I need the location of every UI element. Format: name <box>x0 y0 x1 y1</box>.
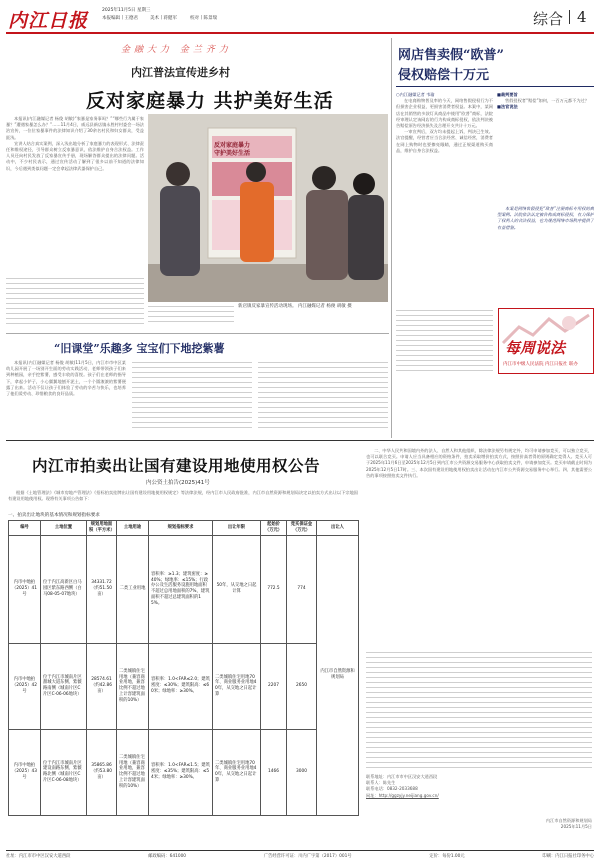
weekly-box <box>498 308 594 374</box>
shop-story-byline: ○内江融媒记者 韦瑜 <box>396 92 435 97</box>
cell-term: 二类城镇住宅用地70年、商业服务业用地40年，从交地之日起计算 <box>213 729 261 815</box>
law-story-photo-art <box>148 114 388 302</box>
shop-story-body2: 一审宣判后，双方均未提起上诉，判决已生效。法官提醒，经营者应当合法经营、诚信经营，消费者在网上购物时也要擦亮眼睛，通过正规渠道购买商品，维护自身合法权益。 <box>396 129 493 153</box>
col-header: 竞买保证金（万元） <box>287 521 317 536</box>
shop-story-headline: 侵权赔偿十万元 <box>398 68 490 83</box>
shop-story-quote <box>497 206 594 306</box>
law-story-text <box>6 116 144 274</box>
shop-story-col1 <box>396 92 493 306</box>
law-story-caption: 新店镇反家暴宣传活动现场。 内江融媒记者 杨俊 胡敏 摄 <box>238 304 352 309</box>
table-row <box>9 643 359 729</box>
school-story <box>6 336 388 436</box>
shop-story-col1-more <box>396 308 493 374</box>
cell-deposit: 2650 <box>287 643 317 729</box>
contact-phone: 联系电话：0832-2033688 <box>366 786 418 792</box>
col-header: 规划用地面积（平方米） <box>87 521 117 536</box>
cell-grantor: 内江市自然资源和规划局 <box>317 535 359 815</box>
announcement-table-title: 一、拍卖出让地块的基本情况和规划指标要求 <box>8 513 100 518</box>
law-story-col2 <box>148 304 234 326</box>
contact-website[interactable]: 网址：http://ggzyjy.neijiang.gov.cn/ <box>366 792 439 798</box>
school-story-col2 <box>132 360 252 432</box>
masthead-link-art[interactable]: 美术丨蒋健军 <box>150 16 177 21</box>
sign-date: 2025年11月5日 <box>560 824 592 830</box>
contact-person: 联系人：陈先生 <box>366 780 396 786</box>
announcement-table-wrap <box>8 520 358 816</box>
footer-postcode: 邮政编码：641000 <box>148 854 187 859</box>
announcement-sign <box>476 818 592 830</box>
poster-line-2: 守护美好生活 <box>214 150 251 157</box>
cell-deposit: 774 <box>287 535 317 643</box>
cell-id: 内市中地拍（2025）42号 <box>9 643 41 729</box>
cell-location: 位于内江市城南片区甜城大道东侧、紫薇路南侧（城南片区C片区C-06-06地块） <box>41 643 87 729</box>
footer-rule <box>6 850 594 851</box>
announcement-intro-text: 根据《土地管理法》《城市房地产管理法》《招标拍卖挂牌出让国有建设用地使用权规定》等法律法规，经内江市人民政府批准，内江市自然资源和规划局决定以拍卖方式出让以下宗地国有建设用地使用权。现将有关事项公告如下： <box>8 490 358 502</box>
footer-printer: 印刷：内江日报社印务中心 <box>542 854 594 859</box>
announcement-right-col-more <box>366 650 592 770</box>
cell-start-price: 2207 <box>261 643 287 729</box>
shop-subhead-2: ■法官说法 <box>497 104 518 110</box>
column-divider <box>391 38 392 438</box>
col-header: 出让年限 <box>213 521 261 536</box>
law-story-banner: 金融大力 金兰齐力 <box>121 45 232 55</box>
shop-subhead-tip: 售假侵权者“赔偿”如何，一百万元都不为过？ <box>505 98 589 104</box>
cell-area: 28574.61（约42.86亩） <box>87 643 117 729</box>
announcement-top-rule <box>6 440 594 441</box>
footer-price: 定价：每份1.00元 <box>429 854 465 859</box>
school-story-rule <box>6 333 389 334</box>
cell-use: 二类城镇住宅用地（兼容商业用地，兼容比例不超过地上计容建筑面积的10%） <box>117 729 149 815</box>
masthead-link-editor[interactable]: 本报编辑丨王德君 <box>102 16 138 21</box>
school-story-headline: “旧课堂”乐趣多 宝宝们下地挖紫薯 <box>54 342 225 355</box>
masthead-rule <box>6 32 594 34</box>
masthead-link-proof[interactable]: 校对丨陈景瑞 <box>190 16 217 21</box>
shop-subhead-1: ■裁判要旨 <box>497 92 518 97</box>
cell-requirements: 容积率：1.0<FAR≤1.5；建筑密度：≤35%；建筑限高：≤54米；绿地率：≥30%。 <box>149 729 213 815</box>
cell-term: 50年，从交地之日起计算 <box>213 535 261 643</box>
page-number: 4 <box>577 8 587 26</box>
law-story-photo <box>148 114 388 302</box>
law-story-lead: 本报讯(内江融媒记者 杨俊 胡敏)“家暴是家务事吗？”“哪些行为属于家暴？”遭遇家暴怎么办？”……11月4日，威远县新店镇永胜村村委会一场法治宣传，一位位家暴事件的法律知识介绍了30余名村民和妇女群众，受益匪浅。 <box>6 116 144 140</box>
footer-license: 广告经营许可证：川内广字第（2017）001号 <box>263 854 352 859</box>
announcement-right-col <box>366 448 592 648</box>
col-header: 土地用途 <box>117 521 149 536</box>
school-story-col1 <box>6 360 126 432</box>
cell-use: 二类城镇住宅用地（兼容商业用地，兼容比例不超过地上计容建筑面积的10%） <box>117 643 149 729</box>
newspaper-logo: 内江日报 <box>8 10 89 32</box>
footer <box>6 853 594 863</box>
school-story-col3 <box>258 360 388 432</box>
law-story-text-more <box>6 276 144 324</box>
announcement <box>6 444 594 848</box>
shop-story-quote-text: 本案是网络售假侵犯“欧普”注册商标专用权的典型案例。法院依法认定被告构成商标侵权，有力保护了权利人的合法权益，也为规范网络市场秩序提供了有益借鉴。 <box>497 206 594 230</box>
section-divider <box>569 10 570 24</box>
shop-story <box>396 38 594 438</box>
announcement-number: 内公资土拍告(2025)41号 <box>146 480 210 486</box>
contact-address: 联系地址：内江市市中区汉安大道西段 <box>366 774 438 779</box>
law-story <box>6 38 388 328</box>
cell-deposit: 3000 <box>287 729 317 815</box>
shop-story-rule <box>396 86 594 87</box>
section-name: 综合 <box>533 10 564 28</box>
school-story-body: 本报讯(内江融媒记者 杨俊 胡敏)11月5日，内江市市中区某幼儿园开展了一场别开生面的劳动实践活动，老师带领孩子们来到种植园，亲手挖紫薯，感受丰收的喜悦。孩子们在老师的指导下，拿起小铲子，小心翼翼地刨开泥土，一个个圆滚滚的紫薯便露了出来。活动不仅让孩子们体验了劳动的辛苦与快乐，也培养了他们爱劳动、珍惜粮食的良好品质。 <box>6 360 126 397</box>
cell-requirements: 容积率：1.0<FAR≤2.0；建筑密度：≤30%；建筑限高：≤60米；绿地率：≥30%。 <box>149 643 213 729</box>
cell-location: 位于内江市城南片区建设南路东侧、紫薇路北侧（城南片区C片区C-06-08地块） <box>41 729 87 815</box>
announcement-right-text: 二、中华人民共和国境内外的法人、自然人和其他组织，除法律法规另有规定外，均可申请参加竞买，可以独立竞买，也可以联合竞买。申请人应当具备相应的资格条件，拍卖采取增价拍卖方式，按照价高者得的原则确定竞得人。竞买人可于2025年11月6日至2025年12月5日到内江市公共资源交易服务中心获取拍卖文件，申请参加竞买。竞买申请截止时间为2025年12月5日17时。三、本次国有建设用地使用权拍卖出让活动在内江市公共资源交易服务中心举行。四、其他需要公告的事项按照拍卖文件执行。 <box>366 448 592 478</box>
law-story-headline: 反对家庭暴力 共护美好生活 <box>86 90 334 112</box>
col-header: 出让人 <box>317 521 359 536</box>
table-row <box>9 535 359 643</box>
col-header: 起始价（万元） <box>261 521 287 536</box>
cell-start-price: 1466 <box>261 729 287 815</box>
weekly-box-subtitle: 内江市中级人民法院 内江日报社 联办 <box>503 362 578 367</box>
table-header-row <box>9 521 359 536</box>
announcement-table <box>8 520 359 816</box>
footer-address: 社址：内江市市中区汉安大道西段 <box>6 854 71 859</box>
shop-story-col2 <box>497 92 594 202</box>
poster-line-1: 反对家庭暴力 <box>214 142 251 149</box>
law-story-kicker: 内江普法宣传进乡村 <box>131 66 230 79</box>
cell-start-price: 772.5 <box>261 535 287 643</box>
table-row <box>9 729 359 815</box>
cell-area: 35865.86（约53.80亩） <box>87 729 117 815</box>
cell-id: 内市中地拍（2025）43号 <box>9 729 41 815</box>
cell-id: 内市中地拍（2025）41号 <box>9 535 41 643</box>
sign-org: 内江市自然资源和规划局 <box>545 818 592 823</box>
shop-story-kicker: 网店售卖假“欧普” <box>398 48 504 63</box>
weekly-box-title: 每周说法 <box>505 339 566 357</box>
cell-area: 34331.72（约51.50亩） <box>87 535 117 643</box>
cell-requirements: 容积率：≥1.3；建筑密度：≥40%；绿地率：≤15%；行政办公及生活服务设施用地面积不超过总用地面积的7%，建筑面积不超过总建筑面积的15%。 <box>149 535 213 643</box>
masthead-date: 2025年11月5日 星期三 <box>102 8 151 13</box>
col-header: 土地位置 <box>41 521 87 536</box>
cell-term: 二类城镇住宅用地70年、商业服务业用地40年，从交地之日起计算 <box>213 643 261 729</box>
cell-use: 二类工业用地 <box>117 535 149 643</box>
col-header: 规划指标要求 <box>149 521 213 536</box>
law-story-body: 宣讲人结合真实案例，深入浅出地分析了家庭暴力的表现形式、法律责任和维权途径，引导群众树立反家暴意识，依法维护自身合法权益。工作人员还向村民发放了反家暴宣传手册，现场解答群众提出的法律问题。活动中，不少村民表示，通过宣传活动了解到了很多以前不知道的法律知识，今后遇到类似问题一定会拿起法律武器保护自己。 <box>6 140 144 171</box>
announcement-contacts <box>366 774 592 818</box>
masthead <box>0 0 600 32</box>
announcement-intro <box>8 490 358 510</box>
col-header: 编号 <box>9 521 41 536</box>
cell-location: 位于内江高新区白马园区紫东路西侧（白马08-05-07地块） <box>41 535 87 643</box>
shop-story-body: 在电商购物普及率的今天，网络售假侵权行为不但损害企业权益，更损害消费者权益。本案中，某网店在其销售的多款灯具商品中使用“欧普”商标，法院经审理认定该网店的行为构成商标侵权，依法判决被告赔偿原告经济损失及合理开支共计十万元。 <box>396 98 493 129</box>
announcement-title: 内江市拍卖出让国有建设用地使用权公告 <box>32 457 321 475</box>
